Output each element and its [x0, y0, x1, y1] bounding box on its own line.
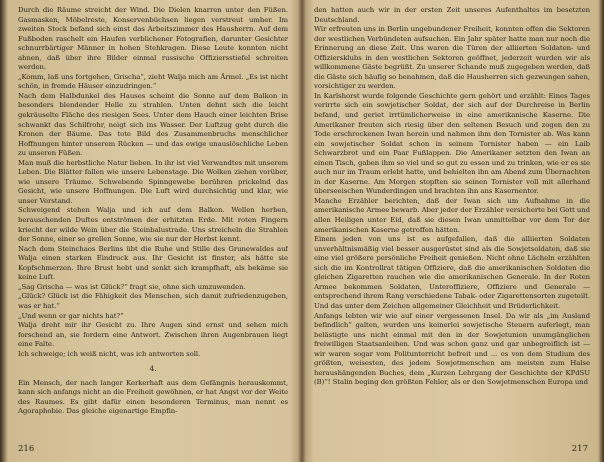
page-number-right: 217 [571, 444, 588, 454]
paragraph: Anfangs lebten wir wie auf einer vergessenen Insel. Da wir als „im Ausland befindlich“ galten, wurden uns keinerlei sowjetische Steuern auferlegt, man belästigte uns nicht einmal mit den in der Sowjetunion unumgänglichen freiwilligen Staatsanleihen. Und was schon ganz und gar unbegreiflich ist — wir waren sogar vom Politunterricht befreit und ... es von dem Studium des größten, weisesten, des jedem Sowjetmenschen am meisten zum Halse heraushängenden Buches, dem „Kurzen Lehrgang der Geschichte der KPdSU (B)“! Stalin beging den größten Fehler, als er den Sowjetmenschen Europa und [314, 311, 590, 387]
paragraph: Ein Mensch, der nach langer Kerkerhaft aus dem Gefängnis herauskommt, kann sich anfangs nicht an die Freiheit gewöhnen, er hat Angst vor der Weite des Raumes. Es gibt dafür einen besonderen Terminus, man nennt es Agoraphobie. Das gleiche eigenartige Empfin- [18, 378, 288, 416]
paragraph: Ich schweige; ich weiß nicht, was ich antworten soll. [18, 349, 201, 358]
paragraph: „Komm, laß uns fortgehen, Grischa“, zieht Walja mich am Ärmel. „Es ist nicht schön, in fremde Häuser einzudringen.“ [18, 72, 288, 91]
paragraph: Walja dreht mir ihr Gesicht zu. Ihre Augen sind ernst und sehen mich forschend an, sie fordern eine Antwort. Zwischen ihren Augenbrauen liegt eine Falte. [18, 321, 288, 349]
paragraph: Schweigend stehen Walja und ich auf dem Balkon. Wellen herben, berauschenden Duftes entströmen der erhitzten Erde. Mit roten Fingern kriecht der wilde Wein über die Steinbalustrade. Uns streicheln die Strahlen der Sonne, einer so grellen Sonne, wie sie nur der Herbst kennt. [18, 206, 288, 244]
section-number: 4. [149, 364, 157, 374]
paragraph: In Karlshorst wurde folgende Geschichte gern gehört und erzählt: Eines Tages verirrte sich ein sowjetischer Soldat, der sich auf der Durchreise in Berlin befand, und geriet irrtümlicherweise in eine amerikanische Kaserne. Die Amerikaner freuten sich riesig über den seltenen Besuch und zogen den zu Tode erschrockenen Iwan herein und nahmen ihm den Tornister ab. Was kann ein sowjetischer Soldat schon in seinem Tornister haben — ein Laib Schwarzbrot und ein Paar Fußlappen. Die Amerikaner setzten den Iwan an einen Tisch, gaben ihm so viel und so gut zu essen und zu trinken, wie er es sie auch nur im Traum erlebt hatte, und behielten ihn am Abend zum Übernachten in der Kaserne. Am Morgen stopften sie seinen Tornister voll mit allerhand überseeischen Wunderdingen und brachten ihn ans Kasernentor. [314, 91, 590, 196]
paragraph: Durch die Räume streicht der Wind. Die Dielen knarren unter den Füßen. Gasmasken, Möbelreste, Konservenbüchsen liegen verstreut umher. Im zweiten Stock befand sich einst das Arbeitszimmer des Hausherrn. Auf dem Fußboden raschelt ein Haufen verblichener Fotografien, darunter Gesichter schnurrbärtiger Männer in hohen Stehkragen. Diese Leute konnten nicht ahnen, daß über ihre Bilder einmal russische Offiziersstiefel schreiten werden. [18, 6, 288, 72]
right-page [304, 0, 604, 462]
paragraph: Nach dem Halbdunkel des Hauses scheint die Sonne auf dem Balkon in besonders blendender Helle zu strahlen. Unten dehnt sich die leicht gekräuselte Fläche des riesigen Sees. Unter dem Hauch einer leichten Brise schwankt das Schilfrohr, neigt sich ins Wasser. Der Luftzug geht durch die Kronen der Bäume. Das tote Bild des Zusammenbruchs menschlicher Hoffnungen hinter unserem Rücken — und das ewige unauslöschliche Leben zu unseren Füßen. [18, 91, 288, 158]
paragraph: „Und wenn er gar nichts hat?“ [18, 311, 124, 320]
paragraph: Wir erfreuten uns in Berlin ungebundener Freiheit, konnten offen die Sektoren der westlichen Verbündeten aufsuchen. Ein Jahr später hatte man nur noch die Erinnerung an diese Zeit. Uns waren die Türen der alliierten Soldaten- und Offiziersklubs in den westlichen Sektoren geöffnet, jederzeit wurden wir als willkommene Gäste begrüßt. Zu unserer Schande muß zugegeben werden, daß die Gäste sich häufig so benahmen, daß die Hausherren sich gezwungen sahen, vorsichtiger zu werden. [314, 25, 590, 91]
left-page [0, 0, 300, 462]
paragraph: Nach dem Steinchaos Berlins übt die Ruhe und Stille des Grunewaldes auf Walja einen starken Eindruck aus. Ihr Gesicht ist finster, als hätte sie Kopfschmerzen. Ihre Brust hebt und senkt sich krampfhaft, als bekäme sie keine Luft. [18, 244, 288, 282]
right-page-text [314, 6, 590, 436]
paragraph: den hatten auch wir in der ersten Zeit unseres Aufenthaltes im besetzten Deutschland. [314, 6, 590, 24]
paragraph: Man muß die herbstliche Natur lieben. In ihr ist viel Verwandtes mit unserem Leben. Die Blätter fallen wie unsere Lebenstage. Die Wolken ziehen vorüber, wie unsere Träume. Schwebende Spinngewebe berühren prickelnd das Gesicht, wie unsere Hoffnungen. Die Luft wird durchsichtig und klar, wie unser Verstand. [18, 158, 288, 205]
book-edge-right [598, 0, 604, 462]
paragraph: „Sag Grischa — was ist Glück?“ fragt sie, ohne sich umzuwenden. [18, 282, 246, 291]
paragraph: Manche Erzähler berichten, daß der Iwan sich um Aufnahme in die amerikanische Armee bewarb. Aber jeder der Erzähler versicherte bei Gott und allen Heiligen unter Eid, daß sie diesen Iwan unmittelbar vor dem Tor der amerikanischen Kaserne getroffen hätten. [314, 196, 590, 234]
paragraph: Einem jeden von uns ist es aufgefallen, daß die alliierten Soldaten unverhältnismäßig viel besser ausgerüstet sind als die Sowjetsoldaten, daß sie eine viel größere persönliche Freiheit genießen. Nicht ohne Lächeln erzählten sich die im Kontrollrat tätigen Offiziere, daß die amerikanischen Soldaten die gleichen Zigaretten rauchen wie die amerikanischen Generale. In der Roten Armee bekommen Soldaten, Unteroffiziere, Offiziere und Generale — entsprechend ihrem Rang verschiedene Tabak- oder Zigarettensorten zugeteilt. Und das unter dem Zeichen allgemeiner Gleichheit und Brüderlichkeit. [314, 235, 590, 310]
page-number-left: 216 [18, 444, 35, 454]
left-page-text [18, 6, 288, 436]
paragraph: „Glück? Glück ist die Fähigkeit des Menschen, sich damit zufriedenzugeben, was er hat.“ [18, 292, 288, 310]
